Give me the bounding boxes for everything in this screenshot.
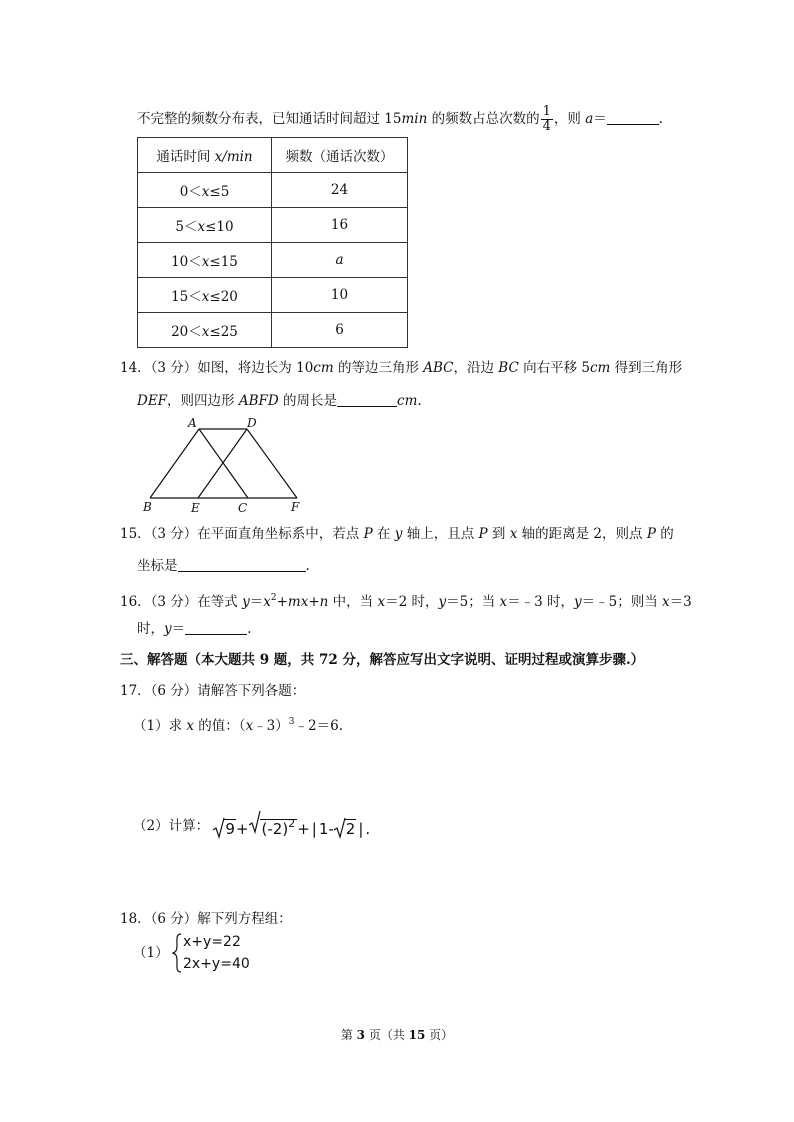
plus-sign: +	[297, 820, 310, 838]
interval-low: 10＜	[171, 254, 202, 270]
page-total: 15	[408, 1028, 426, 1042]
q16-text: 16．（3 分）在等式	[120, 594, 243, 610]
q16-var: x	[377, 594, 386, 610]
cell-frequency: 16	[272, 208, 408, 243]
side-df	[247, 429, 297, 498]
radical-sign	[249, 810, 261, 834]
table-row	[138, 278, 408, 313]
interval-var: x	[201, 254, 210, 270]
q14-line2: DEF，则四边形 ABFD 的周长是 cm.	[137, 393, 422, 409]
q16-var: y	[164, 621, 172, 637]
table-row	[138, 313, 408, 348]
abs-bar: |	[311, 820, 317, 838]
q14-quad-abfd: ABFD	[238, 393, 279, 409]
cell-frequency: 6	[272, 313, 408, 348]
q15-line2: 坐标是 .	[137, 558, 310, 574]
q14-text: 14．（3 分）如图，将边长为 10	[120, 360, 314, 376]
q16-text: 时，	[137, 621, 164, 637]
label-c: C	[238, 501, 248, 515]
intro-text: 不完整的频数分布表，已知通话时间超过 15	[137, 111, 402, 127]
q14-text: ，沿边	[453, 360, 499, 376]
q14-triangle-def: DEF	[137, 393, 168, 409]
q14-text: 的周长是	[278, 393, 338, 409]
intro-text-middle: 的频数占总次数的	[427, 111, 540, 127]
q15-text: 到	[487, 526, 510, 542]
radicand: 2	[345, 820, 356, 838]
answer-blank	[185, 620, 247, 635]
header-time-var: x/min	[214, 149, 253, 165]
interval-var: x	[201, 324, 210, 340]
q16-text: ＝﹣5；则当	[581, 594, 663, 610]
interval-var: x	[197, 219, 206, 235]
sqrt-neg-two-squared	[249, 812, 298, 841]
footer-text: 页）	[425, 1028, 454, 1042]
q16-text: +	[276, 594, 288, 610]
q16-text: ＝2 时，	[385, 594, 439, 610]
q17-text: （1）求	[133, 718, 187, 734]
fraction-one-quarter	[541, 105, 553, 134]
side-de	[198, 429, 247, 498]
q15-axis-x: x	[509, 526, 518, 542]
interval-high: ≤25	[209, 324, 238, 340]
q14-unit: cm	[589, 360, 611, 376]
interval-low: 20＜	[171, 324, 202, 340]
q16-var: x	[499, 594, 508, 610]
cell-interval	[138, 243, 272, 278]
brace-icon	[172, 933, 182, 973]
q14-text: 得到三角形	[610, 360, 683, 376]
q16-var: y	[574, 594, 582, 610]
sqrt-two	[334, 817, 357, 841]
radicand: 9	[225, 820, 235, 838]
radicand	[260, 819, 298, 838]
footer-text: 第	[340, 1028, 357, 1042]
side-ab	[150, 429, 199, 498]
q16-line1	[120, 589, 692, 611]
label-f: F	[291, 500, 300, 514]
q16-text: ＝	[249, 594, 264, 610]
q16-text: ＝5；当	[446, 594, 500, 610]
q16-text: ＝﹣3 时，	[507, 594, 575, 610]
q16-var: mx	[287, 594, 309, 610]
q15-text: 轴上，且点	[402, 526, 479, 542]
radical-sign	[334, 817, 346, 839]
q15-text: 轴的距离是 2，则点	[517, 526, 647, 542]
q18-part1-label: （1）	[133, 945, 169, 961]
cell-frequency	[272, 243, 408, 278]
q14-text: 的等边三角形	[333, 360, 424, 376]
q15-text: 在	[372, 526, 395, 542]
intro-unit: min	[401, 111, 428, 127]
intro-var: a	[585, 111, 594, 127]
unknown-a: a	[335, 252, 344, 268]
q14-side-bc: BC	[498, 360, 519, 376]
q17-text: 的值：（	[194, 718, 246, 734]
q17-exponent: 3	[288, 717, 295, 727]
interval-low: 0＜	[179, 184, 202, 200]
table-row	[138, 208, 408, 243]
interval-high: ≤15	[209, 254, 238, 270]
header-time-label: 通话时间	[156, 149, 215, 165]
interval-high: ≤10	[205, 219, 234, 235]
q15-point: P	[363, 526, 373, 542]
interval-var: x	[201, 184, 210, 200]
label-d: D	[247, 416, 257, 430]
interval-var: x	[201, 289, 210, 305]
frequency-table	[137, 137, 408, 348]
interval-low: 5＜	[175, 219, 198, 235]
q16-text: ＝	[171, 621, 186, 637]
abs-bar: |	[358, 820, 364, 838]
cell-interval	[138, 278, 272, 313]
q17-part2	[133, 812, 370, 836]
equation-1: x+y=22	[183, 934, 241, 950]
q14-unit: cm	[397, 393, 418, 409]
header-frequency: 频数（通话次数）	[272, 138, 408, 173]
q15-text: 的	[655, 526, 674, 542]
page-footer	[0, 1026, 794, 1044]
table-header-row	[138, 138, 408, 173]
q15-point: P	[646, 526, 656, 542]
radicand-exponent: 2	[288, 817, 296, 830]
answer-blank	[607, 110, 659, 125]
interval-low: 15＜	[171, 289, 202, 305]
cell-interval	[138, 208, 272, 243]
q16-var: x	[263, 594, 271, 610]
q14-triangle-abc: ABC	[423, 360, 454, 376]
q18-title: 18．（6 分）解下列方程组：	[120, 911, 292, 927]
q16-var: y	[438, 594, 447, 610]
q17-var: x	[245, 718, 254, 734]
interval-high: ≤20	[209, 289, 238, 305]
cell-frequency: 24	[272, 173, 408, 208]
q14-text: ，则四边形	[167, 393, 239, 409]
q15-line1	[120, 525, 674, 543]
q16-line2: 时，y＝ .	[137, 621, 252, 637]
fraction-denominator: 4	[542, 119, 551, 134]
radical-sign	[213, 817, 225, 839]
label-b: B	[143, 500, 152, 514]
abs-content: 1-	[318, 820, 334, 838]
q17-expression	[213, 812, 370, 841]
q16-exponent: 2	[270, 593, 277, 603]
intro-line: 不完整的频数分布表，已知通话时间超过 15min 的频数占总次数的 $\frac{1}{4}$ ，则 a＝ .	[137, 104, 664, 134]
equation-2: 2x+y=40	[183, 956, 250, 972]
answer-blank	[337, 392, 397, 407]
q15-text: 15．（3 分）在平面直角坐标系中，若点	[120, 526, 364, 542]
q14-unit: cm	[313, 360, 334, 376]
plus-sign: +	[235, 820, 249, 838]
cell-frequency: 10	[272, 278, 408, 313]
q14-text: 向右平移 5	[518, 360, 590, 376]
q16-var: x	[662, 594, 670, 610]
header-time	[138, 138, 272, 173]
page-number: 3	[356, 1028, 365, 1042]
q16-text: 中，当	[328, 594, 378, 610]
table-row	[138, 243, 408, 278]
interval-high: ≤5	[209, 184, 230, 200]
intro-eq: ＝	[593, 111, 607, 127]
triangle-translation-figure	[140, 414, 310, 516]
label-e: E	[191, 501, 200, 515]
cell-interval	[138, 173, 272, 208]
intro-text-after: ，则	[553, 111, 586, 127]
q14-line1	[120, 359, 682, 377]
footer-text: 页（共	[365, 1028, 409, 1042]
label-a: A	[188, 416, 197, 430]
side-ac	[199, 429, 248, 498]
answer-blank	[178, 557, 306, 572]
radicand-base: (-2)	[261, 820, 289, 838]
section-heading: 三、解答题（本大题共 9 题，共 72 分，解答应写出文字说明、证明过程或演算步骤.）	[120, 652, 645, 668]
q17-text: （2）计算：	[133, 818, 210, 834]
q17-var: x	[186, 718, 195, 734]
cell-interval	[138, 313, 272, 348]
table-row	[138, 173, 408, 208]
q16-var: y	[242, 594, 250, 610]
q17-title: 17．（6 分）请解答下列各题：	[120, 683, 306, 699]
period: .	[365, 820, 371, 838]
q15-text: 坐标是	[137, 558, 178, 574]
q15-axis-y: y	[394, 526, 403, 542]
q16-text: +	[308, 594, 320, 610]
q16-text: ＝3	[669, 594, 692, 610]
sqrt-nine	[213, 817, 236, 841]
q16-var: n	[319, 594, 329, 610]
q15-point: P	[478, 526, 488, 542]
fraction-numerator: 1	[542, 104, 551, 119]
q17-text: ﹣3）	[253, 718, 289, 734]
q17-text: ﹣2＝6.	[294, 718, 343, 734]
q17-part1	[133, 713, 343, 735]
